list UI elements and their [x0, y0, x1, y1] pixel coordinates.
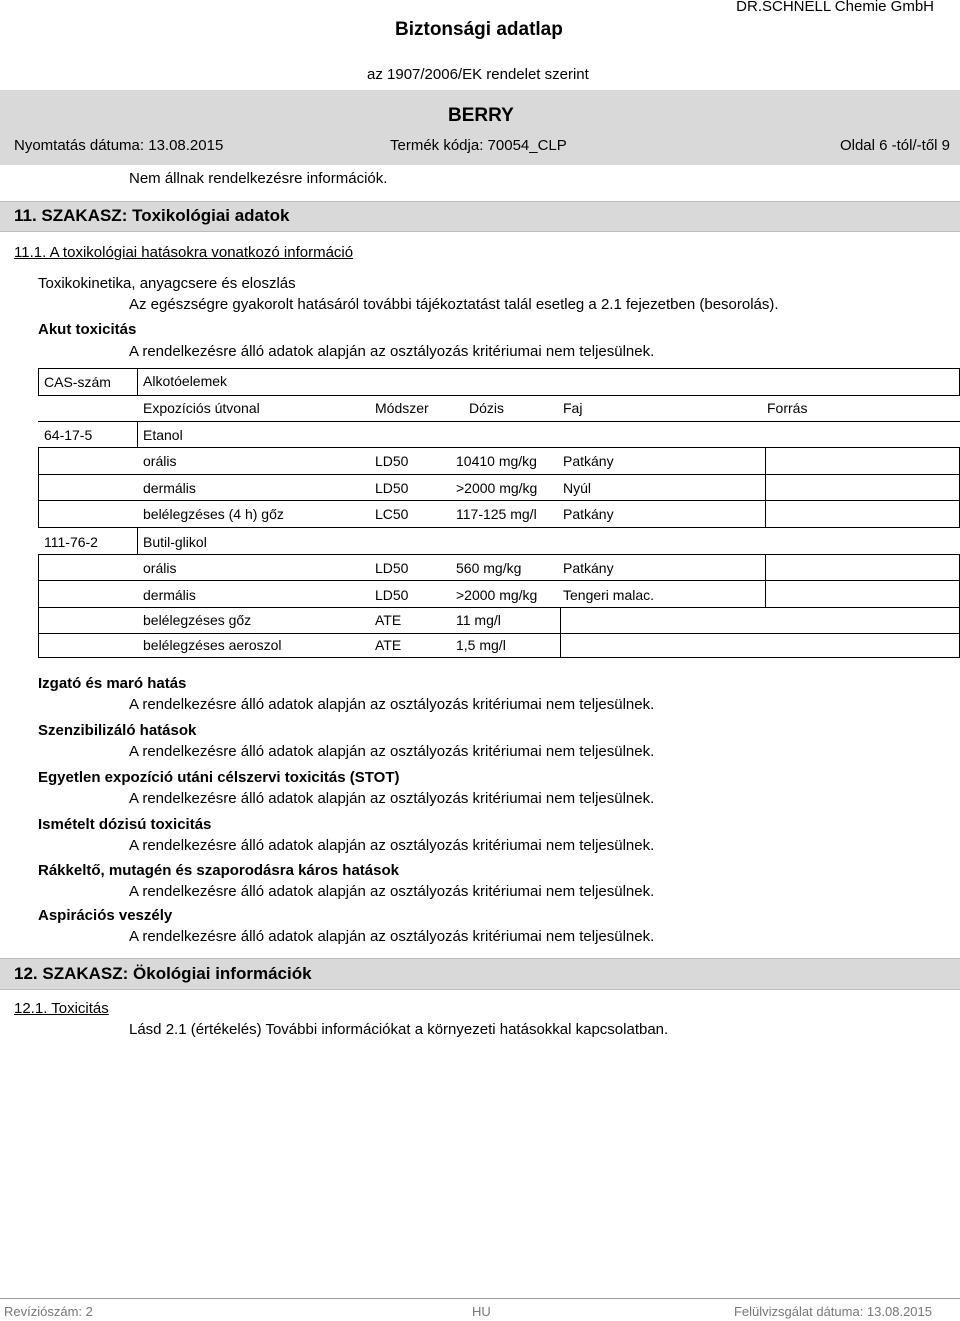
hazard-label: Izgató és maró hatás [38, 675, 187, 692]
table-divider [38, 633, 960, 634]
header-method: Módszer [375, 400, 429, 416]
hazard-label: Ismételt dózisú toxicitás [38, 816, 212, 833]
acute-toxicity-text: A rendelkezésre álló adatok alapján az osztályozás kritériumai nem teljesülnek. [129, 343, 655, 360]
cell-species: Patkány [563, 506, 614, 522]
cell-route: orális [143, 453, 177, 469]
cell-method: LD50 [375, 453, 409, 469]
section-11-1-title: 11.1. A toxikológiai hatásokra vonatkozó információ [14, 244, 354, 261]
table-divider [38, 657, 960, 658]
cell-route: orális [143, 560, 177, 576]
cell-dose: 11 mg/l [456, 612, 501, 628]
substance-name: Etanol [143, 427, 183, 443]
cell-dose: 1,5 mg/l [456, 637, 506, 653]
cell-route: belélegzéses gőz [143, 612, 252, 628]
cell-method: ATE [375, 637, 402, 653]
hazard-text: A rendelkezésre álló adatok alapján az osztályozás kritériumai nem teljesülnek. [129, 696, 655, 713]
hazard-text: A rendelkezésre álló adatok alapján az osztályozás kritériumai nem teljesülnek. [129, 743, 655, 760]
cell-method: LC50 [375, 506, 409, 522]
table-divider [137, 527, 138, 554]
section-12-band [0, 958, 960, 990]
product-name: BERRY [448, 105, 514, 126]
header-source: Forrás [767, 400, 808, 416]
cas-number: 64-17-5 [44, 427, 93, 443]
acute-toxicity-label: Akut toxicitás [38, 321, 137, 338]
toxicokinetics-text: Az egészségre gyakorolt hatásáról további tájékoztatást talál esetleg a 2.1 fejezetben (besorolás). [129, 296, 779, 313]
header-band [0, 90, 960, 165]
section-12-1-text: Lásd 2.1 (értékelés) További információkat a környezeti hatásokkal kapcsolatban. [129, 1021, 669, 1038]
table-divider [765, 447, 766, 527]
cell-dose: 10410 mg/kg [456, 453, 537, 469]
section-11-band [0, 201, 960, 232]
cell-dose: >2000 mg/kg [456, 587, 538, 603]
header-cas: CAS-szám [44, 374, 111, 390]
hazard-text: A rendelkezésre álló adatok alapján az osztályozás kritériumai nem teljesülnek. [129, 837, 655, 854]
cell-method: LD50 [375, 560, 409, 576]
table-divider [38, 554, 39, 657]
cell-species: Nyúl [563, 480, 592, 496]
cell-dose: 117-125 mg/l [456, 506, 537, 522]
cell-route: dermális [143, 587, 196, 603]
table-divider [137, 421, 138, 447]
cell-species: Patkány [563, 560, 614, 576]
footer-language: HU [472, 1304, 491, 1319]
table-divider [38, 447, 960, 448]
cell-method: LD50 [375, 480, 409, 496]
hazard-label: Egyetlen expozíció utáni célszervi toxicitás (STOT) [38, 769, 400, 786]
table-divider [38, 554, 960, 555]
header-dose: Dózis [469, 400, 505, 416]
table-divider [38, 421, 960, 422]
footer-review-date: Felülvizsgálat dátuma: 13.08.2015 [733, 1304, 932, 1319]
cell-method: ATE [375, 612, 402, 628]
section-12-title: 12. SZAKASZ: Ökológiai információk [14, 964, 312, 983]
table-divider [38, 580, 960, 581]
document-title: Biztonsági adatlap [395, 19, 563, 40]
footer-divider [0, 1298, 960, 1299]
header-species: Faj [563, 400, 583, 416]
table-divider [765, 554, 766, 607]
toxicokinetics-label: Toxikokinetika, anyagcsere és eloszlás [38, 275, 296, 292]
cas-number: 111-76-2 [44, 534, 98, 550]
top-note: Nem állnak rendelkezésre információk. [129, 170, 388, 187]
cell-dose: >2000 mg/kg [456, 480, 538, 496]
cell-dose: 560 mg/kg [456, 560, 522, 576]
hazard-label: Szenzibilizáló hatások [38, 722, 197, 739]
cell-method: LD50 [375, 587, 409, 603]
substance-name: Butil-glikol [143, 534, 207, 550]
company-name: DR.SCHNELL Chemie GmbH [736, 0, 934, 15]
page-number: Oldal 6 -tól/-től 9 [839, 137, 950, 154]
print-date: Nyomtatás dátuma: 13.08.2015 [14, 137, 224, 154]
hazard-label: Rákkeltő, mutagén és szaporodásra káros hatások [38, 862, 399, 879]
table-divider [560, 607, 561, 657]
regulation-text: az 1907/2006/EK rendelet szerint [367, 66, 589, 83]
cell-route: dermális [143, 480, 196, 496]
hazard-text: A rendelkezésre álló adatok alapján az osztályozás kritériumai nem teljesülnek. [129, 928, 655, 945]
table-divider [38, 474, 960, 475]
table-divider [38, 607, 960, 608]
hazard-label: Aspirációs veszély [38, 907, 173, 924]
product-code: Termék kódja: 70054_CLP [390, 137, 567, 154]
table-divider [38, 447, 39, 527]
hazard-text: A rendelkezésre álló adatok alapján az osztályozás kritériumai nem teljesülnek. [129, 883, 655, 900]
cell-route: belélegzéses aeroszol [143, 637, 282, 653]
header-route: Expozíciós útvonal [143, 400, 260, 416]
header-component: Alkotóelemek [143, 373, 228, 389]
cell-route: belélegzéses (4 h) gőz [143, 506, 284, 522]
section-12-1-title: 12.1. Toxicitás [14, 1000, 109, 1017]
table-divider [38, 527, 960, 528]
cell-species: Tengeri malac. [563, 587, 655, 603]
cell-species: Patkány [563, 453, 614, 469]
hazard-text: A rendelkezésre álló adatok alapján az osztályozás kritériumai nem teljesülnek. [129, 790, 655, 807]
table-divider [38, 500, 960, 501]
footer-revision: Revíziószám: 2 [4, 1304, 93, 1319]
section-11-title: 11. SZAKASZ: Toxikológiai adatok [14, 206, 290, 225]
table-divider [137, 368, 138, 395]
